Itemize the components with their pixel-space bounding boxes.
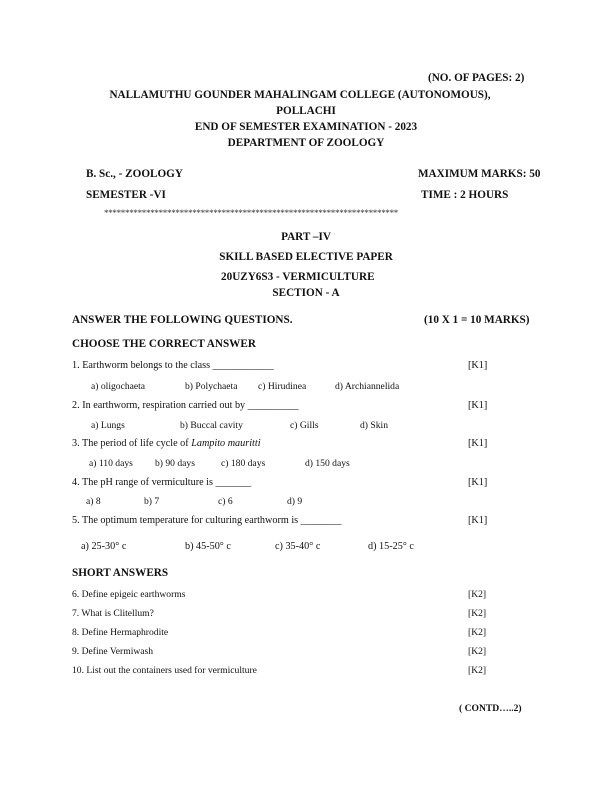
question-4: 4. The pH range of vermiculture is _______ <box>72 477 252 488</box>
continued-note: ( CONTD…..2) <box>459 703 522 714</box>
question-3 <box>72 438 261 449</box>
q5-option-d: d) 15-25° c <box>368 541 414 552</box>
short-answers-heading: SHORT ANSWERS <box>72 567 169 579</box>
q3-option-d: d) 150 days <box>305 458 350 469</box>
q5-option-a: a) 25-30° c <box>81 541 127 552</box>
question-10: 10. List out the containers used for vermiculture <box>72 665 257 676</box>
q3-option-a: a) 110 days <box>89 458 133 469</box>
q3-option-c: c) 180 days <box>221 458 266 469</box>
question-1-level: [K1] <box>468 360 488 371</box>
page-count: (NO. OF PAGES: 2) <box>428 72 525 84</box>
q1-option-d: d) Archiannelida <box>335 381 400 392</box>
college-place: POLLACHI <box>276 105 336 117</box>
part-label: PART –IV <box>281 231 331 243</box>
question-1: 1. Earthworm belongs to the class ____________ <box>72 360 274 371</box>
question-8-level: [K2] <box>468 627 487 638</box>
question-3-level: [K1] <box>468 438 488 449</box>
question-5: 5. The optimum temperature for culturing earthworm is ________ <box>72 515 342 526</box>
duration: TIME : 2 HOURS <box>421 189 509 201</box>
question-9-level: [K2] <box>468 646 487 657</box>
paper-code-title: 20UZY6S3 - VERMICULTURE <box>221 271 375 283</box>
q1-option-a: a) oligochaeta <box>91 381 146 392</box>
max-marks: MAXIMUM MARKS: 50 <box>418 168 541 180</box>
question-7-level: [K2] <box>468 608 487 619</box>
instructions-heading: ANSWER THE FOLLOWING QUESTIONS. <box>72 314 293 326</box>
paper-type: SKILL BASED ELECTIVE PAPER <box>219 251 393 263</box>
question-6-level: [K2] <box>468 589 487 600</box>
question-4-level: [K1] <box>468 477 488 488</box>
q4-option-b: b) 7 <box>144 496 160 507</box>
course-name: B. Sc., - ZOOLOGY <box>86 168 183 180</box>
exam-title: END OF SEMESTER EXAMINATION - 2023 <box>194 121 418 133</box>
question-5-level: [K1] <box>468 515 488 526</box>
separator-line: ********************************************************************** <box>104 208 399 218</box>
q4-option-d: d) 9 <box>287 496 303 507</box>
q3-option-b: b) 90 days <box>155 458 195 469</box>
q2-option-b: b) Buccal cavity <box>180 420 243 431</box>
q5-option-c: c) 35-40° c <box>275 541 321 552</box>
q4-option-a: a) 8 <box>86 496 101 507</box>
question-7: 7. What is Clitellum? <box>72 608 154 619</box>
question-2-level: [K1] <box>468 400 488 411</box>
section-label: SECTION - A <box>272 287 340 299</box>
question-10-level: [K2] <box>468 665 487 676</box>
q4-option-c: c) 6 <box>218 496 233 507</box>
question-6: 6. Define epigeic earthworms <box>72 589 186 600</box>
question-2: 2. In earthworm, respiration carried out by __________ <box>72 400 299 411</box>
q2-option-c: c) Gills <box>290 420 319 431</box>
q2-option-d: d) Skin <box>360 420 388 431</box>
college-name: NALLAMUTHU GOUNDER MAHALINGAM COLLEGE (AUTONOMOUS), <box>109 89 491 101</box>
section-marks: (10 X 1 = 10 MARKS) <box>424 314 530 326</box>
question-8: 8. Define Hermaphrodite <box>72 627 169 638</box>
q1-option-b: b) Polychaeta <box>185 381 238 392</box>
question-3-text: 3. The period of life cycle of <box>72 438 192 449</box>
q2-option-a: a) Lungs <box>91 420 125 431</box>
q5-option-b: b) 45-50° c <box>185 541 231 552</box>
q1-option-c: c) Hirudinea <box>258 381 307 392</box>
semester: SEMESTER -VI <box>86 189 166 201</box>
species-name: Lampito mauritti <box>191 438 261 449</box>
question-9: 9. Define Vermiwash <box>72 646 154 657</box>
department: DEPARTMENT OF ZOOLOGY <box>227 137 385 149</box>
mcq-heading: CHOOSE THE CORRECT ANSWER <box>72 338 256 350</box>
